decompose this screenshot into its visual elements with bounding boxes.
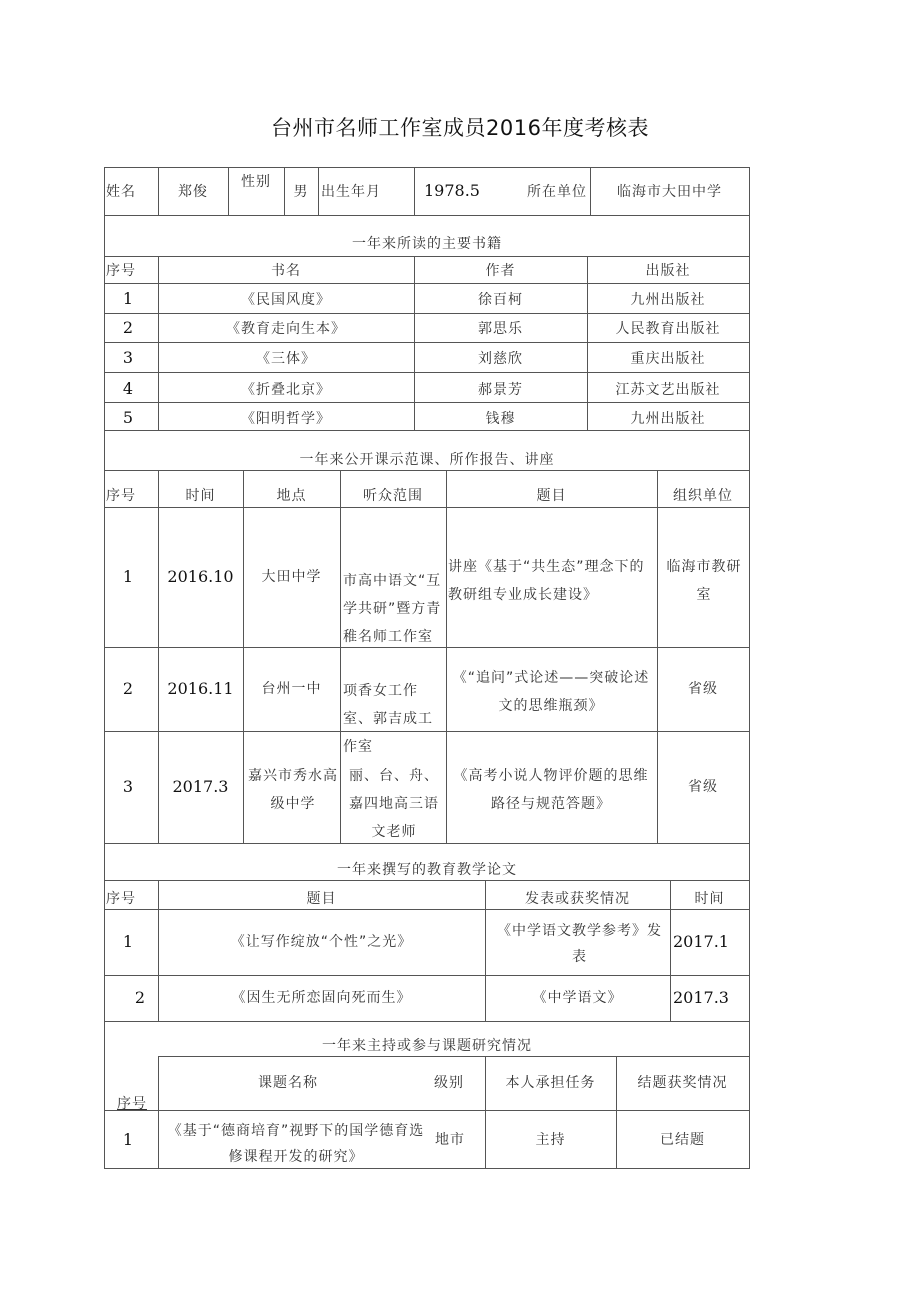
book-publisher: 九州出版社 (630, 292, 706, 308)
research-header-role: 本人承担任务 (505, 1075, 596, 1091)
research-role: 主持 (535, 1132, 566, 1148)
book-title: 《阳明哲学》 (241, 411, 331, 427)
paper-time: 2017.3 (673, 988, 729, 1007)
papers-header-time: 时间 (694, 891, 725, 907)
research-header-no: 序号 (117, 1096, 147, 1112)
lectures-header-time: 时间 (185, 488, 216, 504)
lectures-header-topic: 题目 (536, 488, 567, 504)
lecture-time: 2016.11 (167, 679, 234, 698)
book-title: 《民国风度》 (241, 292, 331, 308)
research-header-level: 级别 (434, 1075, 464, 1091)
papers-section-title: 一年来撰写的教育教学论文 (337, 862, 517, 878)
lecture-audience: 市高中语文“互学共研”暨方青稚名师工作室 (343, 573, 442, 645)
row-number: 2 (122, 679, 134, 698)
row-number: 2 (122, 318, 134, 337)
research-name: 《基于“德商培育”视野下的国学德育选修课程开发的研究》 (167, 1123, 425, 1165)
papers-header-status: 发表或获奖情况 (525, 891, 630, 907)
row-number: 4 (122, 379, 134, 398)
paper-time: 2017.1 (673, 932, 729, 951)
books-section-title: 一年来所读的主要书籍 (352, 236, 502, 252)
lectures-header-audience: 听众范围 (363, 488, 423, 504)
lectures-header-no: 序号 (106, 488, 136, 504)
lectures-section-title: 一年来公开课示范课、所作报告、讲座 (299, 452, 555, 468)
row-number: 1 (122, 289, 134, 308)
row-number: 2 (134, 988, 146, 1007)
book-author: 郝景芳 (478, 382, 523, 398)
name-value: 郑俊 (178, 184, 208, 200)
book-author: 刘慈欣 (478, 351, 523, 367)
lecture-org: 省级 (688, 779, 718, 795)
gender-label: 性别 (241, 174, 271, 190)
paper-topic: 《因生无所恋固向死而生》 (231, 990, 412, 1006)
name-label: 姓名 (106, 184, 136, 200)
book-publisher: 江苏文艺出版社 (615, 382, 721, 398)
lecture-place: 嘉兴市秀水高级中学 (248, 768, 338, 812)
row-number: 3 (122, 348, 134, 367)
research-header-result: 结题获奖情况 (637, 1075, 728, 1091)
row-number: 1 (122, 567, 134, 586)
book-title: 《折叠北京》 (241, 382, 331, 398)
row-number: 1 (122, 1130, 134, 1149)
lecture-place: 大田中学 (261, 569, 322, 585)
research-result: 已结题 (660, 1132, 705, 1148)
lecture-time: 2016.10 (167, 567, 234, 586)
row-number: 3 (122, 777, 134, 796)
row-number: 1 (122, 932, 134, 951)
research-header-name: 课题名称 (258, 1075, 318, 1091)
unit-value: 临海市大田中学 (617, 184, 722, 200)
row-number: 5 (122, 408, 134, 427)
unit-label: 所在单位 (527, 184, 587, 200)
lecture-place: 台州一中 (261, 681, 322, 697)
papers-header-topic: 题目 (306, 891, 337, 907)
book-author: 郭思乐 (478, 321, 523, 337)
paper-topic: 《让写作绽放“个性”之光》 (230, 934, 413, 950)
papers-header-no: 序号 (106, 891, 136, 907)
research-section-title: 一年来主持或参与课题研究情况 (322, 1038, 532, 1054)
paper-status: 《中学语文》 (532, 990, 623, 1006)
book-author: 徐百柯 (478, 292, 523, 308)
book-title: 《教育走向生本》 (226, 321, 346, 337)
lecture-audience: 项香女工作室、郭吉成工作室 (343, 683, 433, 755)
book-publisher: 九州出版社 (630, 411, 706, 427)
book-publisher: 人民教育出版社 (615, 321, 721, 337)
lecture-time: 2017.3 (172, 777, 229, 796)
lecture-audience: 丽、台、舟、嘉四地高三语文老师 (349, 768, 439, 840)
paper-status: 《中学语文教学参考》发表 (497, 923, 662, 965)
lecture-topic: 《高考小说人物评价题的思维路径与规范答题》 (453, 768, 649, 812)
lecture-org: 临海市教研室 (666, 559, 742, 603)
books-header-title: 书名 (271, 263, 301, 279)
birth-value: 1978.5 (424, 181, 480, 200)
book-title: 《三体》 (256, 351, 316, 367)
lecture-topic: 《“追问”式论述——突破论述文的思维瓶颈》 (452, 670, 650, 714)
books-header-publisher: 出版社 (645, 263, 691, 279)
lecture-topic: 讲座《基于“共生态”理念下的教研组专业成长建设》 (448, 559, 645, 603)
book-publisher: 重庆出版社 (630, 351, 706, 367)
books-header-no: 序号 (106, 263, 136, 279)
research-level: 地市 (435, 1132, 465, 1148)
lectures-header-place: 地点 (276, 488, 307, 504)
books-header-author: 作者 (485, 263, 516, 279)
lectures-header-org: 组织单位 (673, 488, 733, 504)
page-title: 台州市名师工作室成员2016年度考核表 (271, 116, 649, 140)
lecture-org: 省级 (688, 681, 718, 697)
book-author: 钱穆 (485, 411, 516, 427)
birth-label: 出生年月 (321, 184, 381, 200)
gender-value: 男 (293, 184, 309, 200)
